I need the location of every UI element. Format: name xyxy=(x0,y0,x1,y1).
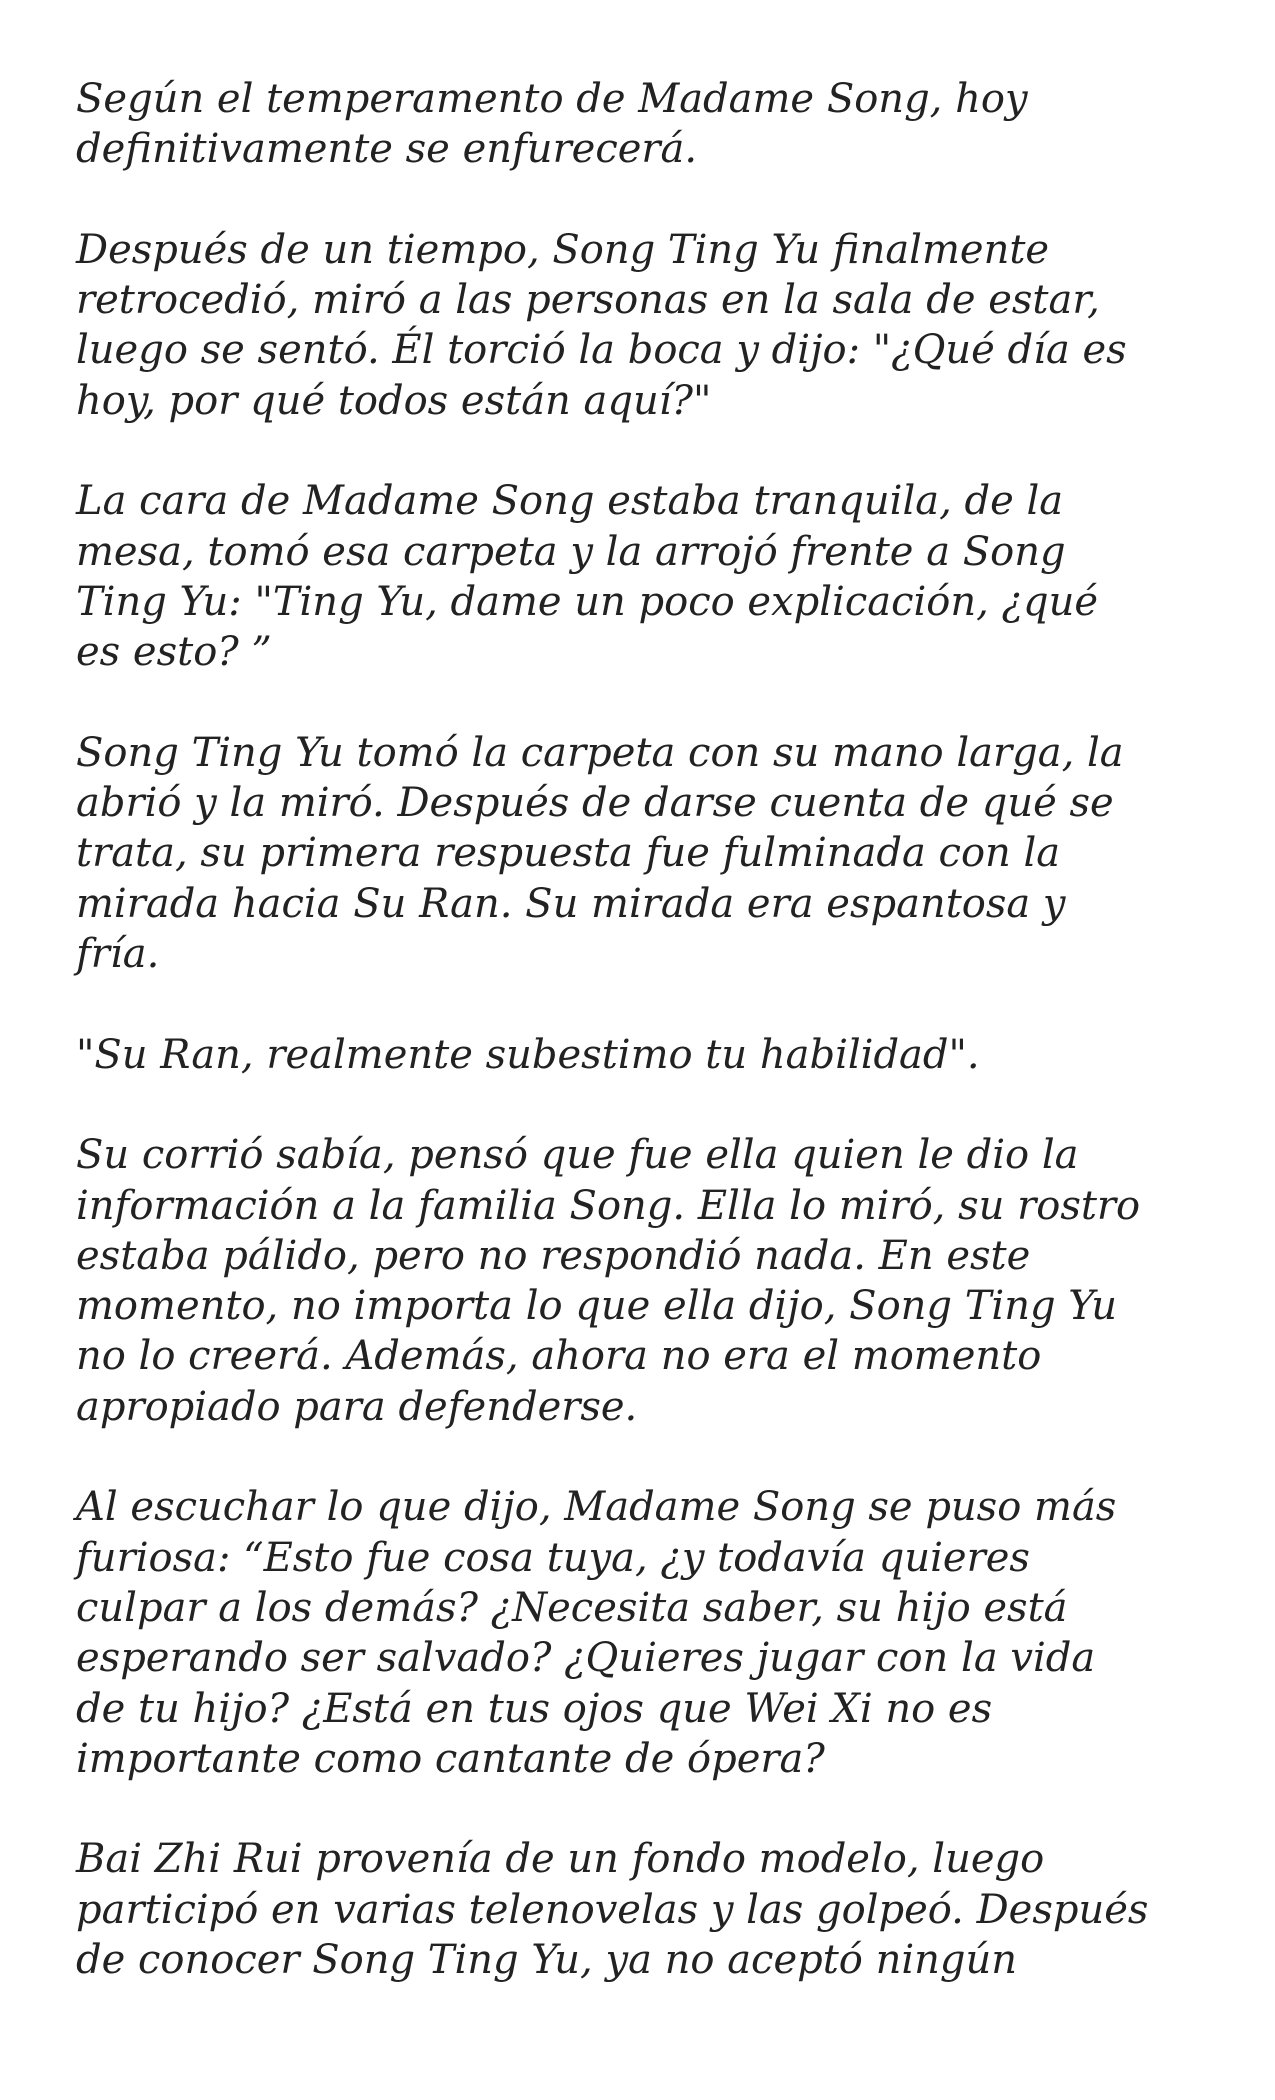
paragraph-2: Después de un tiempo, Song Ting Yu finalmente retrocedió, miró a las personas en la sala de estar, luego se sentó. Él torció la boca y dijo: "¿Qué día es hoy, por qué todos están aquí?" xyxy=(76,226,1127,424)
document-page xyxy=(76,74,1216,2036)
paragraph-7: Al escuchar lo que dijo, Madame Song se puso más furiosa: “Esto fue cosa tuya, ¿y todavía quieres culpar a los demás? ¿Necesita saber, su hijo está esperando ser salvado? ¿Quieres jugar con la vida de tu hijo? ¿Está en tus ojos que Wei Xi no es importante como cantante de ópera? xyxy=(76,1484,1117,1782)
paragraph-5: "Su Ran, realmente subestimo tu habilidad". xyxy=(76,1031,980,1078)
paragraph-8: Bai Zhi Rui provenía de un fondo modelo, luego participó en varias telenovelas y las golpeó. Después de conocer Song Ting Yu, ya no aceptó ningún xyxy=(76,1836,1149,1983)
paragraph-3: La cara de Madame Song estaba tranquila, de la mesa, tomó esa carpeta y la arrojó frente a Song Ting Yu: "Ting Yu, dame un poco explicación, ¿qué es esto? ” xyxy=(76,478,1099,676)
paragraph-4: Song Ting Yu tomó la carpeta con su mano larga, la abrió y la miró. Después de darse cuenta de qué se trata, su primera respuesta fue fulminada con la mirada hacia Su Ran. Su mirada era espantosa y fría. xyxy=(76,729,1124,978)
paragraph-6: Su corrió sabía, pensó que fue ella quien le dio la información a la familia Song. Ella lo miró, su rostro estaba pálido, pero no respondió nada. En este momento, no importa lo que ella dijo, Song Ting Yu no lo creerá. Además, ahora no era el momento apropiado para defenderse. xyxy=(76,1132,1141,1430)
paragraph-1: Según el temperamento de Madame Song, hoy definitivamente se enfurecerá. xyxy=(76,76,1028,173)
